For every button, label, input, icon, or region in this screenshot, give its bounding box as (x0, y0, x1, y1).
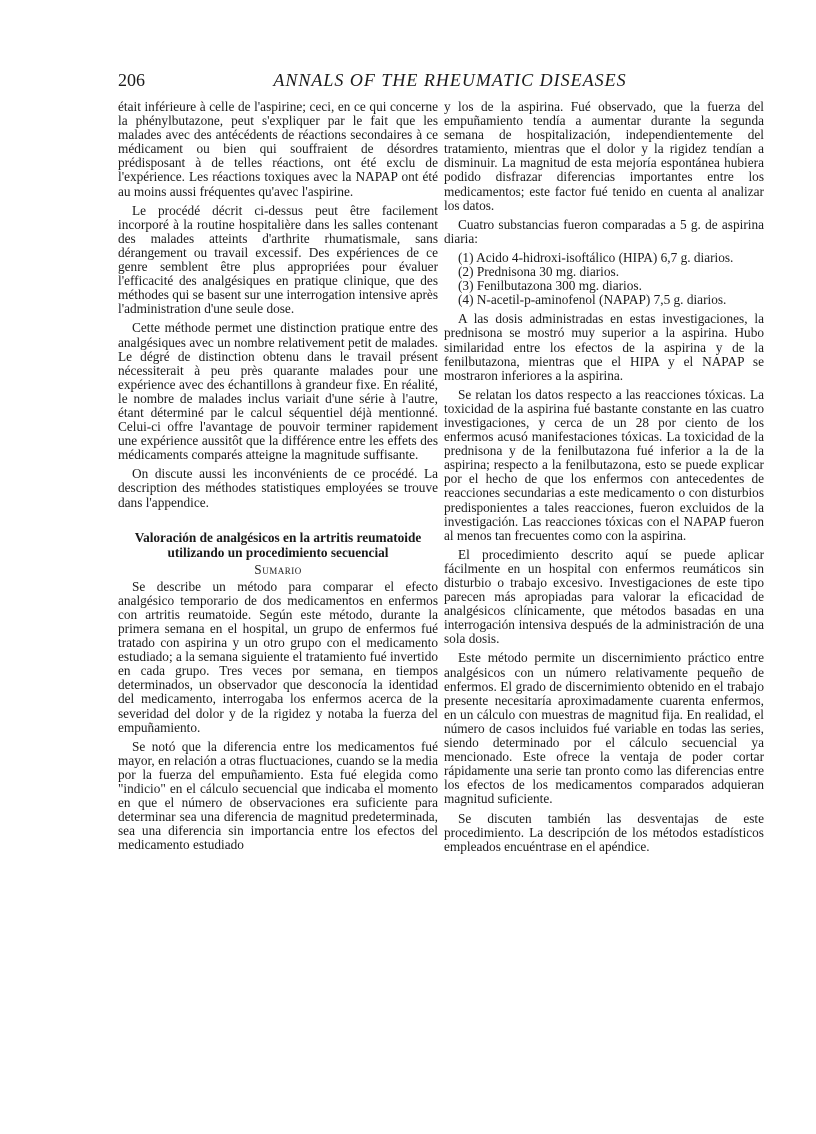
paragraph: Se discuten también las desventajas de este procedimiento. La descripción de los métodos estadísticos empleados encuéntrase en el apéndice. (444, 810, 764, 854)
paragraph: était inférieure à celle de l'aspirine; ceci, en ce qui concerne la phénylbutazone, peut s'expliquer par le fait que les malades avec des antécédents de réactions secondaires à ce médicament ou bien qui souffraient de désordres prédisposant à de telles réactions, ont été exclu de l'expérience. Les réactions toxiques avec la NAPAP ont été au moins aussi fréquentes qu'avec l'aspirine. (118, 99, 438, 199)
paragraph: On discute aussi les inconvénients de ce procédé. La description des méthodes statistiques employées se trouve dans l'appendice. (118, 466, 438, 510)
section-title: Valoración de analgésicos en la artritis reumatoide utilizando un procedimiento secuencial (134, 529, 422, 560)
section-subtitle: Sumario (254, 561, 302, 577)
summary-paragraph: Se describe un método para comparar el efecto analgésico temporario de dos medicamentos en enfermos con artritis reumatoide. Según este método, durante la primera semana en el hospital, un grupo de enfermos fué tratado con aspirina y un otro grupo con el medicamento estudiado; a la semana siguiente el tratamiento fué invertido en cada grupo. Tres veces por semana, en tiempos determinados, un observador que desconocía la identidad del medicamento, interrogaba los enfermos acerca de la severidad del dolor y de la rigidez y notaba la fuerza del empuñamiento. (118, 578, 438, 735)
drug-list-item: (4) N-acetil-p-aminofenol (NAPAP) 7,5 g. diarios. (458, 292, 727, 308)
paragraph: Este método permite un discernimiento práctico entre analgésicos con un número relativamente pequeño de enfermos. El grado de discernimiento obtenido en el trabajo presente necesitaría aproximadamente cuarenta enfermos, en un cálculo con muestras de magnitud fija. En realidad, el número de casos incluidos fué variable en todas las series, siendo determinado por el cálculo secuencial ya mencionado. Este ofrece la ventaja de poder cortar rápidamente una serie tan pronto como las diferencias entre los efectos de los medicamentos comparados adquieran magnitud suficiente. (444, 650, 764, 807)
drug-list-item: (1) Acido 4-hidroxi-isoftálico (HIPA) 6,7 g. diarios. (458, 249, 734, 265)
paragraph: A las dosis administradas en estas investigaciones, la prednisona se mostró muy superior a la aspirina. Hubo similaridad entre los efectos de la aspirina y de la fenilbutazona, mientras que el HIPA y el NAPAP se mostraron inferiores a la aspirina. (444, 311, 764, 383)
drug-list (444, 251, 764, 307)
left-column (118, 100, 438, 858)
journal-title: ANNALS OF THE RHEUMATIC DISEASES (273, 70, 627, 90)
paragraph: El procedimiento descrito aquí se puede aplicar fácilmente en un hospital con enfermos reumáticos sin disturbio o trabajo excesivo. Investigaciones de este tipo parecen más apropiadas para valorar la eficacidad de analgésicos clínicamente, que métodos basadas en una interrogación intensiva después de la administración de una sola dosis. (444, 546, 764, 647)
page-number: 206 (118, 70, 145, 90)
drug-list-item: (2) Prednisona 30 mg. diarios. (458, 264, 620, 280)
right-column (444, 100, 764, 859)
summary-paragraph: Se notó que la diferencia entre los medicamentos fué mayor, en relación a otras fluctuaciones, cuando se la media por la fuerza del empuñamiento. Esta fué elegida como "indicio" en el cálculo secuencial que indicaba el momento en que el número de observaciones era suficiente para determinar sea una diferencia de magnitud predeterminada, sea una diferencia sin importancia entre los efectos del medicamento estudiado (118, 738, 438, 853)
paragraph: Cuatro substancias fueron comparadas a 5 g. de aspirina diaria: (444, 216, 764, 246)
paragraph: Le procédé décrit ci-dessus peut être facilement incorporé à la routine hospitalière dans les salles contenant des malades atteints d'arthrite rhumatismale, sans dérangement ou travail excessif. Des expériences de ce genre semblent être plus appropriées pour évaluer l'efficacité des analgésiques en pratique clinique, que des méthodes qui se basent sur une interrogation intensive après l'administration d'une seule dose. (118, 202, 438, 317)
page-header (118, 70, 782, 96)
drug-list-item: (3) Fenilbutazona 300 mg. diarios. (458, 278, 642, 294)
paragraph: y los de la aspirina. Fué observado, que la fuerza del empuñamiento tendía a aumentar durante la segunda semana de hospitalización, independientemente del tratamiento, mientras que el dolor y la rigidez tendían a disminuir. La magnitud de esta mejoría espontánea hubiera podido disfrazar diferencias importantes entre los medicamentos; este factor fué tenido en cuenta al analizar los datos. (444, 99, 764, 213)
paragraph: Se relatan los datos respecto a las reacciones tóxicas. La toxicidad de la aspirina fué bastante constante en las cuatro investigaciones, y cerca de un 28 por ciento de los enfermos acusó manifestaciones tóxicas. La toxicidad de la prednisona y de la fenilbutazona fué inferior a la de la aspirina; respecto a la fenilbutazona, esto se puede explicar por el hecho de que los enfermos con antecedentes de reacciones secundarias a este medicamento o con disturbios predisponientes a tales reacciones, fueron excluidos de la investigación. Las reacciones tóxicas con el NAPAP fueron al menos tan frecuentes como con la aspirina. (444, 386, 764, 543)
paragraph: Cette méthode permet une distinction pratique entre des analgésiques avec un nombre relativement petit de malades. Le dégré de distinction obtenu dans le travail présent nécessiterait à peu près quarante malades pour une expérience avec des échantillons à grandeur fixe. En réalité, le nombre de malades inclus variait d'une série à l'autre, étant déterminé par le calcul séquentiel déjà mentionné. Celui-ci offre l'avantage de pouvoir terminer rapidement une expérience aussitôt que la différence entre les effets des médicaments comparés atteigne la magnitude suffisante. (118, 320, 438, 463)
